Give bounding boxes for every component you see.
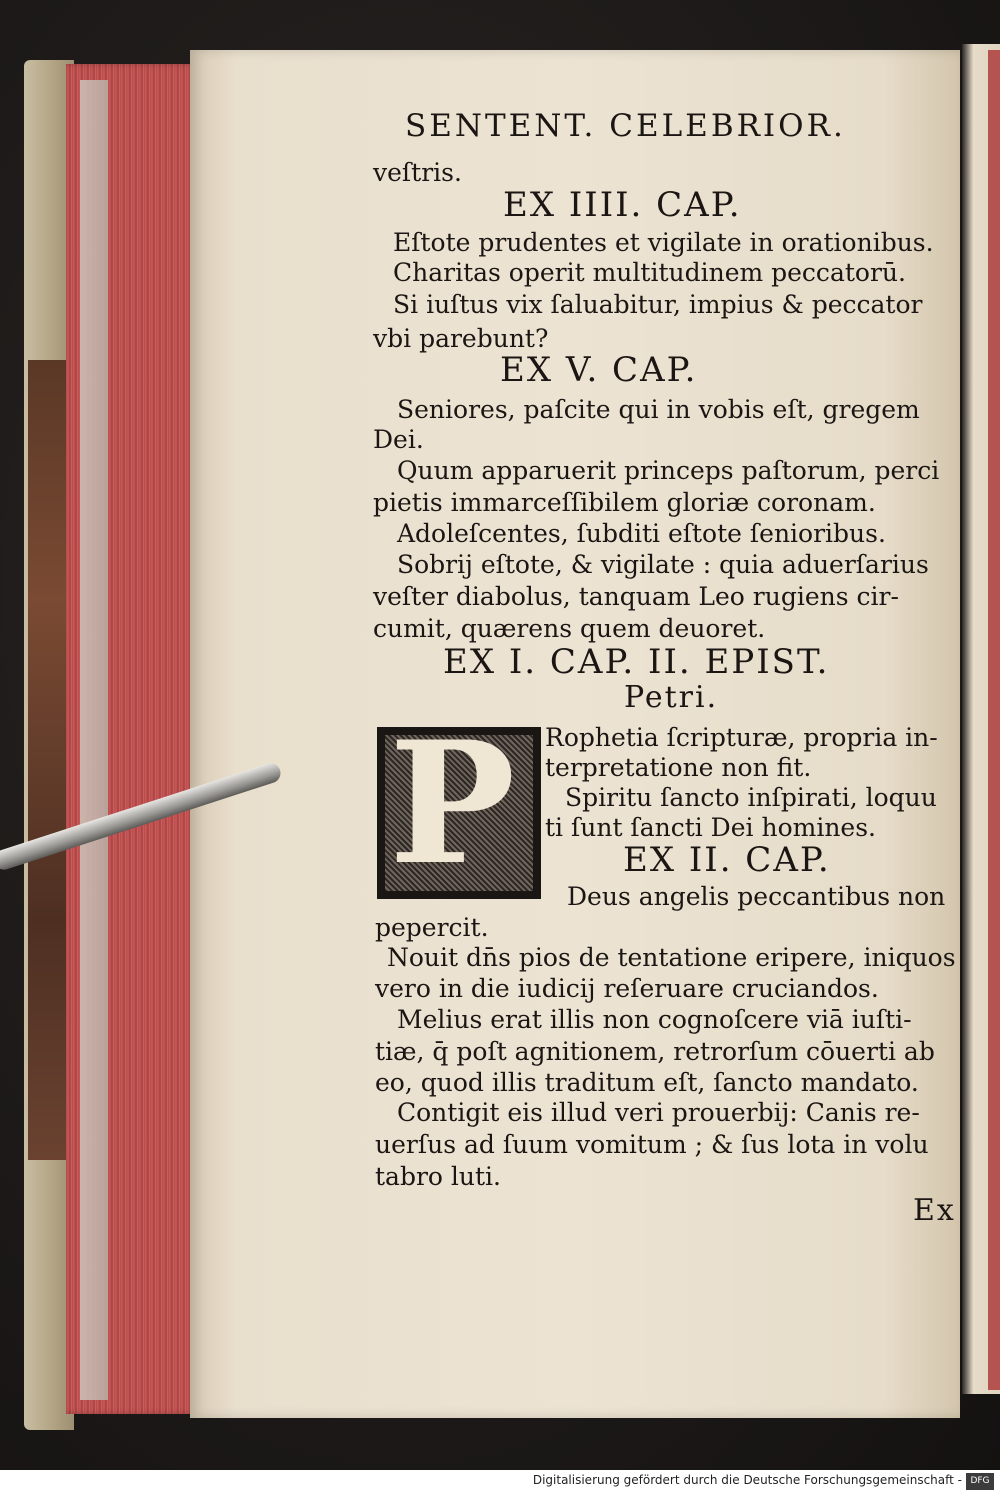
- text-line: Seniores, paſcite qui in vobis eſt, gregem: [397, 395, 920, 424]
- chapter-heading: EX IIII. CAP.: [503, 185, 742, 225]
- text-line: Eſtote prudentes et vigilate in orationibus.: [393, 228, 934, 257]
- text-line: Spiritu ſancto inſpirati, loquu: [565, 783, 937, 812]
- text-line: Dei.: [373, 425, 424, 454]
- chapter-heading: EX II. CAP.: [623, 840, 831, 880]
- catchword: Ex: [913, 1193, 956, 1228]
- text-line: terpretatione non fit.: [545, 753, 812, 782]
- text-line: Nouit dn̄s pios de tentatione eripere, iniquos: [387, 943, 956, 972]
- text-line: vero in die iudicij reſeruare cruciandos.: [375, 974, 879, 1003]
- text-line: veſtris.: [373, 158, 462, 187]
- text-line: pepercit.: [375, 913, 489, 942]
- text-line: Contigit eis illud veri prouerbij: Canis re-: [397, 1098, 920, 1127]
- text-line: Sobrij eſtote, & vigilate : quia aduerſarius: [397, 550, 929, 579]
- text-line: eo, quod illis traditum eſt, ſancto mandato.: [375, 1068, 919, 1097]
- text-line: cumit, quærens quem deuoret.: [373, 614, 766, 643]
- text-line: Si iuſtus vix ſaluabitur, impius & peccator: [393, 290, 923, 319]
- text-line: veſter diabolus, tanquam Leo rugiens cir-: [373, 582, 899, 611]
- running-head: SENTENT. CELEBRIOR.: [405, 108, 846, 144]
- text-line: ti ſunt ſancti Dei homines.: [545, 813, 876, 842]
- text-line: Rophetia ſcripturæ, propria in-: [545, 723, 938, 752]
- text-line: uerſus ad ſuum vomitum ; & ſus lota in volu: [375, 1130, 929, 1159]
- footer-bar: [0, 1470, 1000, 1493]
- epistle-heading: EX I. CAP. II. EPIST.: [443, 642, 830, 682]
- page-fore-edge-highlight: [80, 80, 108, 1400]
- text-line: vbi parebunt?: [373, 324, 549, 353]
- text-line: pietis immarceſſibilem gloriæ coronam.: [373, 488, 876, 517]
- chapter-heading: EX V. CAP.: [500, 350, 698, 390]
- dropcap-letter: P: [389, 704, 516, 902]
- text-line: tabro luti.: [375, 1162, 501, 1191]
- text-line: Deus angelis peccantibus non: [567, 882, 946, 911]
- text-line: Charitas operit multitudinem peccatorū.: [393, 258, 906, 287]
- text-line: tiæ, q̄ poſt agnitionem, retrorſum cōuerti ab: [375, 1037, 935, 1066]
- text-line: Quum apparuerit princeps paſtorum, perci: [397, 456, 940, 485]
- book-cover-leather: [28, 360, 68, 1160]
- funding-note: Digitalisierung gefördert durch die Deutsche Forschungsgemeinschaft -: [532, 1473, 962, 1487]
- woodcut-initial: [377, 704, 541, 902]
- text-line: Melius erat illis non cognoſcere viā iuſti-: [397, 1005, 912, 1034]
- text-line: Adoleſcentes, ſubditi eſtote ſenioribus.: [397, 519, 886, 548]
- facing-page-red-edge: [988, 50, 1000, 1390]
- epistle-subheading: Petri.: [624, 680, 719, 715]
- dfg-logo: DFG: [966, 1473, 994, 1490]
